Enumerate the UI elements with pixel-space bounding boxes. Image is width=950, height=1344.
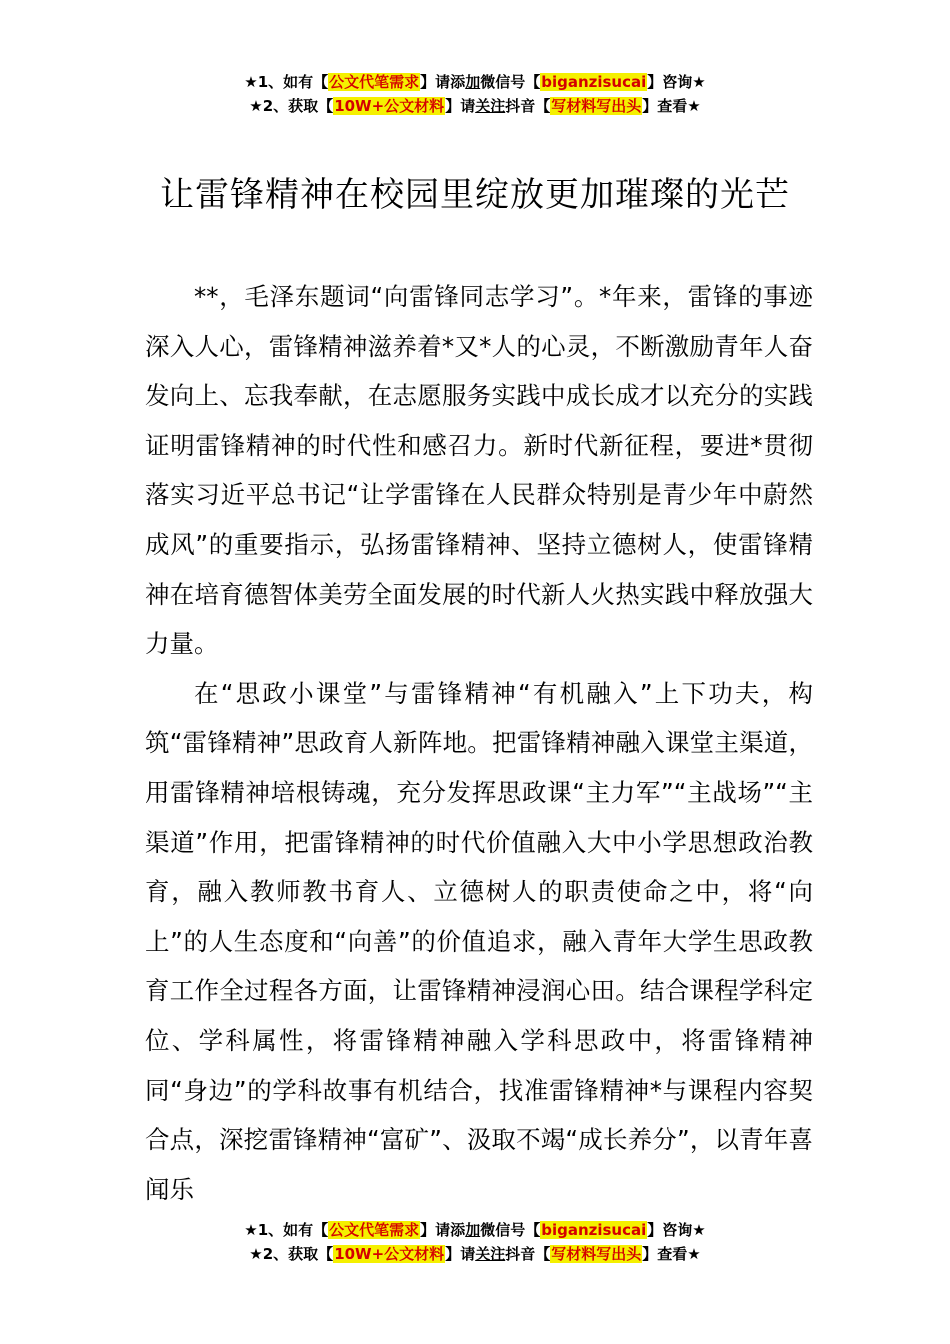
banner-highlight: 公文代笔需求 — [329, 1221, 420, 1239]
banner-line-1 — [0, 1218, 950, 1242]
banner-highlight: 10W+公文材料 — [334, 1245, 445, 1263]
banner-text: 】请 — [445, 1245, 476, 1263]
banner-text: 】查看★ — [642, 1245, 701, 1263]
banner-text: 】查看★ — [642, 97, 701, 115]
banner-text: ★1、如有【 — [244, 1221, 329, 1239]
douyin-id-highlight: 写材料写出头 — [551, 97, 642, 115]
banner-text: 】咨询★ — [647, 73, 706, 91]
banner-text: 微信号【 — [480, 1221, 541, 1239]
banner-text: 微信号【 — [480, 73, 541, 91]
document-title: 让雷锋精神在校园里绽放更加璀璨的光芒 — [160, 175, 790, 215]
banner-text: ★1、如有【 — [244, 73, 329, 91]
header-banner — [0, 70, 950, 118]
banner-line-2 — [0, 1242, 950, 1266]
wechat-id-highlight: biganzisucai — [541, 1221, 647, 1239]
banner-line-2 — [0, 94, 950, 118]
wechat-id-highlight: biganzisucai — [541, 73, 647, 91]
banner-text: 抖音【 — [505, 97, 551, 115]
banner-text: 】请添 — [420, 1221, 466, 1239]
footer-banner — [0, 1218, 950, 1266]
banner-underline: 加 — [465, 1221, 481, 1239]
banner-underline: 关注 — [475, 1245, 506, 1263]
document-body — [145, 272, 813, 1214]
banner-text: 】请添 — [420, 73, 466, 91]
banner-highlight: 10W+公文材料 — [334, 97, 445, 115]
banner-text: ★2、获取【 — [249, 1245, 334, 1263]
banner-text: 抖音【 — [505, 1245, 551, 1263]
banner-line-1 — [0, 70, 950, 94]
douyin-id-highlight: 写材料写出头 — [551, 1245, 642, 1263]
banner-underline: 加 — [465, 73, 481, 91]
banner-text: 】请 — [445, 97, 476, 115]
paragraph-2: 在“思政小课堂”与雷锋精神“有机融入”上下功夫，构筑“雷锋精神”思政育人新阵地。把雷锋精神融入课堂主渠道，用雷锋精神培根铸魂，充分发挥思政课“主力军”“主战场”“主渠道”作用，把雷锋精神的时代价值融入大中小学思想政治教育，融入教师教书育人、立德树人的职责使命之中，将“向上”的人生态度和“向善”的价值追求，融入青年大学生思政教育工作全过程各方面，让雷锋精神浸润心田。结合课程学科定位、学科属性，将雷锋精神融入学科思政中，将雷锋精神同“身边”的学科故事有机结合，找准雷锋精神*与课程内容契合点，深挖雷锋精神“富矿”、汲取不竭“成长养分”，以青年喜闻乐 — [145, 678, 813, 1204]
banner-highlight: 公文代笔需求 — [329, 73, 420, 91]
paragraph-1: **，毛泽东题词“向雷锋同志学习”。*年来，雷锋的事迹深入人心，雷锋精神滋养着*又*人的心灵，不断激励青年人奋发向上、忘我奉献，在志愿服务实践中成长成才以充分的实践证明雷锋精神的时代性和感召力。新时代新征程，要进*贯彻落实习近平总书记“让学雷锋在人民群众特别是青少年中蔚然成风”的重要指示，弘扬雷锋精神、坚持立德树人，使雷锋精神在培育德智体美劳全面发展的时代新人火热实践中释放强大力量。 — [145, 282, 813, 659]
banner-text: 】咨询★ — [647, 1221, 706, 1239]
banner-underline: 关注 — [475, 97, 506, 115]
banner-text: ★2、获取【 — [249, 97, 334, 115]
